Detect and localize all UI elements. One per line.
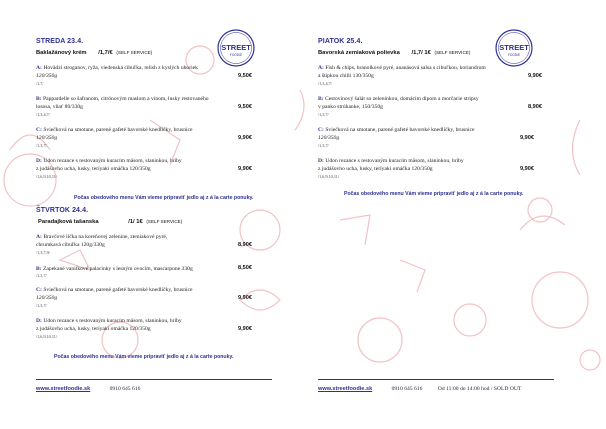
phone-number: 0910 645 616 [391,386,423,392]
soup-line-friday [318,50,470,56]
svg-text:FOODIE: FOODIE [507,53,521,57]
menu-item-c: C: Sviečková na smotane, parené gafeté bavorské knedlíčky, brusnice 120/350g /1,3,7/ [318,127,475,148]
a-la-carte-note: Počas obedového menu Vám vieme pripraviť jedlo aj z á la carte ponuky. [74,195,254,201]
soup-price: /1,7/ 1€ [411,50,431,56]
menu-item-c: C: Sviečková na smotane, parené gafeté bavorské knedlíčky, brusnice 120/350g /1,3,7/ [36,287,193,308]
footer-rule-left [36,379,272,380]
menu-item-d: D: Udon rezance s restovaným kuracím mäsom, slaninkou, hríby z judášovho ucha, lusky, teriyaki omáčka 120/350g /1,6,9,10,11/ [36,158,182,179]
price-c: 9,90€ [520,135,534,141]
svg-text:STREET: STREET [221,43,251,52]
price-a: 8,90€ [238,242,252,248]
soup-line-thursday [38,219,182,225]
menu-item-b: B: Zapekané vanilkové palacinky s lesným ovocím, mascarpone 330g /1,3,7/ [36,266,193,279]
street-foodie-logo [494,28,534,68]
price-b: 8,90€ [528,104,542,110]
footer-rule-right [318,379,554,380]
footer-right [318,386,521,392]
price-a: 9,50€ [238,73,252,79]
a-la-carte-note: Počas obedového menu Vám vieme pripraviť jedlo aj z á la carte ponuky. [344,191,524,197]
svg-text:STREET: STREET [499,43,529,52]
price-d: 9,90€ [238,166,252,172]
soup-note: (SELF SERVICE) [434,50,471,55]
price-c: 9,90€ [238,135,252,141]
price-d: 9,90€ [238,326,252,332]
price-b: 8,50€ [238,265,252,271]
menu-item-c: C: Sviečková na smotane, parené gafeté bavorské knedlíčky, brusnice 120/350g /1,3,7/ [36,127,193,148]
opening-hours: Od 11:00 do 14:00 hod / SOLD OUT [437,386,522,392]
soup-note: (SELF SERVICE) [116,50,153,55]
price-c: 9,90€ [238,295,252,301]
menu-item-b: B: Pappardelle so šafranom, citrónovým maslom a vínom, lusky restovaného lososa, vňať 80/330g /1,3,4,7/ [36,96,209,117]
menu-item-a: A: Hovädzí stroganov, ryža, viedenská cibuľka, relish z kyslých uhoriek 120/350g /1,7/ [36,65,198,86]
soup-line-wednesday [36,50,152,56]
soup-name: Paradajková tašanska [38,219,99,225]
svg-text:FOODIE: FOODIE [229,53,243,57]
soup-note: (SELF SERVICE) [146,219,183,224]
price-b: 9,50€ [238,104,252,110]
day-heading-friday: PIATOK 25.4. [318,38,363,45]
menu-item-a: A: Bravčové líčka na koreňovej zelenine, zemiakové pyré, chrumkavá cibuľka 120g/330g /1,3,7,9/ [36,234,168,255]
street-foodie-logo [216,28,256,68]
phone-number: 0910 645 616 [109,386,141,392]
price-d: 9,90€ [520,166,534,172]
website-link[interactable]: www.streetfoodie.sk [36,386,91,392]
soup-name: Bavorská zemiaková polievka [318,50,400,56]
menu-item-d: D: Udon rezance s restovaným kuracím mäsom, slaninkou, hríby z judášovho ucha, lusky, teriyaki omáčka 120/350g /1,6,9,10,11/ [318,158,464,179]
price-a: 9,90€ [528,73,542,79]
soup-name: Baklažánový krém [36,50,87,56]
day-heading-wednesday: STREDA 23.4. [36,38,84,45]
menu-item-b: B: Cestovinový šalát so zeleninkou, domácim dipom a morčacie stripsy v panko strúhanke, 150/350g /1,3,7/ [318,96,479,117]
soup-price: /1/ 1€ [128,219,143,225]
website-link[interactable]: www.streetfoodie.sk [318,386,373,392]
menu-item-d: D: Udon rezance s restovaným kuracím mäsom, slaninkou, hríby z judášovho ucha, lusky, teriyaki omáčka 120/350g /1,6,9,10,11/ [36,318,182,339]
a-la-carte-note: Počas obedového menu Vám vieme pripraviť jedlo aj z á la carte ponuky. [54,354,234,360]
footer-left [36,386,140,392]
menu-item-a: A: Fish & chips, hranolkové pyré, ananásová salsa s cibuľkou, koriandrom a štipkou chilli 130/350g /1,3,4,7/ [318,65,486,86]
soup-price: /1,7/€ [98,50,113,56]
day-heading-thursday: ŠTVRTOK 24.4. [36,207,89,214]
